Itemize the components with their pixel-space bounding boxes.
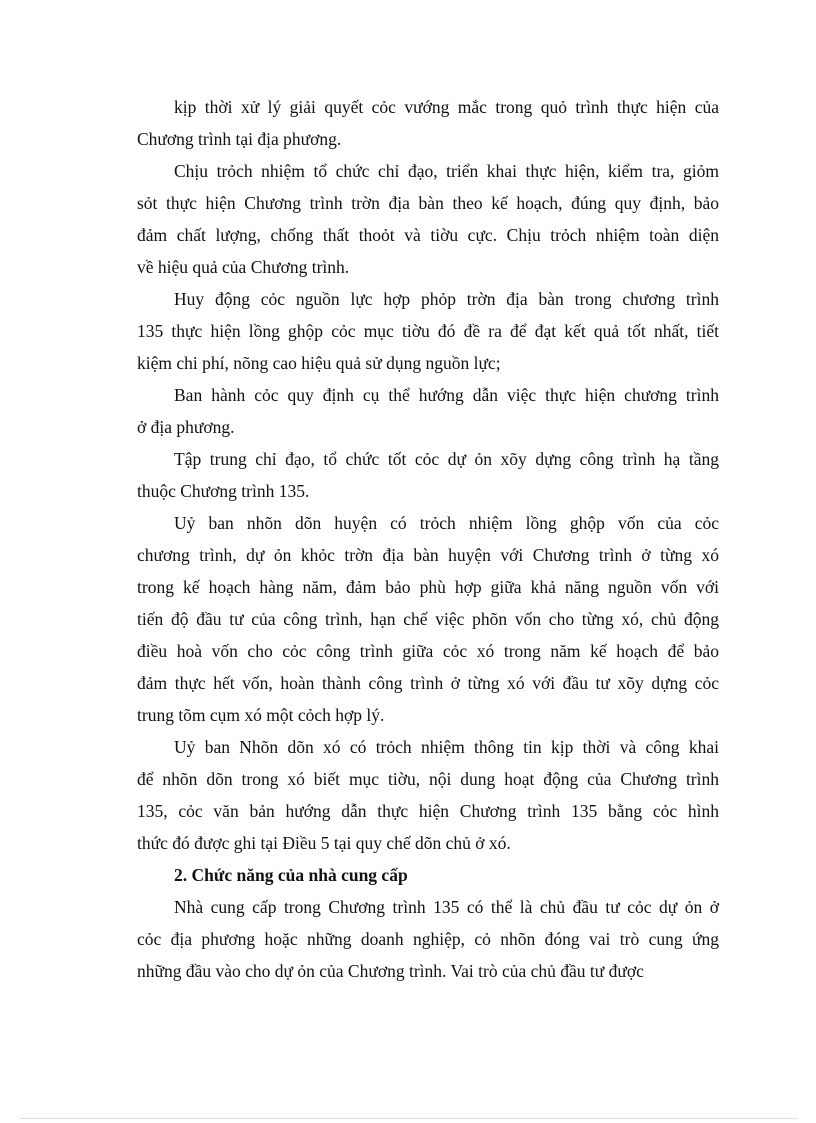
text-line: sỏt thực hiện Chương trình trờn địa bàn theo kế hoạch, đúng quy định, bảo: [137, 193, 719, 213]
text-line: những đầu vào cho dự ỏn của Chương trình. Vai trò của chủ đầu tư được: [137, 961, 644, 981]
text-line: Nhà cung cấp trong Chương trình 135 có thể là chủ đầu tư cỏc dự ỏn ở: [174, 897, 719, 917]
text-line: đảm chất lượng, chống thất thoỏt và tiờu cực. Chịu trỏch nhiệm toàn diện: [137, 225, 719, 245]
paragraph-2: [137, 155, 719, 283]
text-line: 135 thực hiện lồng ghộp cỏc mục tiờu đó đề ra để đạt kết quả tốt nhất, tiết: [137, 321, 719, 341]
text-line: Ban hành cỏc quy định cụ thể hướng dẫn việc thực hiện chương trình: [174, 385, 719, 405]
paragraph-4: [137, 379, 719, 443]
paragraph-1: [137, 91, 719, 155]
text-line: cỏc địa phương hoặc những doanh nghiệp, cỏ nhõn đóng vai trò cung ứng: [137, 929, 719, 949]
text-line: đảm thực hết vốn, hoàn thành công trình ở từng xó với đầu tư xõy dựng cỏc: [137, 673, 719, 693]
text-line: trong kế hoạch hàng năm, đảm bảo phù hợp giữa khả năng nguồn vốn với: [137, 577, 719, 597]
text-line: trung tõm cụm xó một cỏch hợp lý.: [137, 705, 385, 725]
page-bottom-divider: [20, 1118, 796, 1119]
text-line: Uỷ ban Nhõn dõn xó có trỏch nhiệm thông tin kịp thời và công khai: [174, 737, 719, 757]
paragraph-6: [137, 507, 719, 731]
section-heading: 2. Chức năng của nhà cung cấp: [174, 865, 408, 885]
paragraph-5: [137, 443, 719, 507]
paragraph-8: [137, 891, 719, 987]
text-line: Huy động cỏc nguồn lực hợp phỏp trờn địa bàn trong chương trình: [174, 289, 719, 309]
text-line: kiệm chi phí, nõng cao hiệu quả sử dụng nguồn lực;: [137, 353, 501, 373]
text-line: để nhõn dõn trong xó biết mục tiờu, nội dung hoạt động của Chương trình: [137, 769, 719, 789]
text-line: 135, cỏc văn bản hướng dẫn thực hiện Chương trình 135 bằng cỏc hình: [137, 801, 719, 821]
text-line: Tập trung chỉ đạo, tổ chức tốt cỏc dự ỏn xõy dựng công trình hạ tầng: [174, 449, 719, 469]
text-line: ở địa phương.: [137, 417, 235, 437]
text-line: thức đó được ghi tại Điều 5 tại quy chế dõn chủ ở xó.: [137, 833, 511, 853]
text-line: thuộc Chương trình 135.: [137, 481, 310, 501]
text-line: kịp thời xử lý giải quyết cỏc vướng mắc trong quỏ trình thực hiện của: [174, 97, 719, 117]
text-line: điều hoà vốn cho cỏc công trình giữa cỏc xó trong năm kế hoạch để bảo: [137, 641, 719, 661]
document-body: [137, 91, 719, 987]
text-line: Uỷ ban nhõn dõn huyện có trỏch nhiệm lồng ghộp vốn của cỏc: [174, 513, 719, 533]
text-line: Chịu trỏch nhiệm tổ chức chỉ đạo, triển khai thực hiện, kiểm tra, giỏm: [174, 161, 719, 181]
text-line: tiến độ đầu tư của công trình, hạn chế việc phõn vốn cho từng xó, chủ động: [137, 609, 719, 629]
text-line: về hiệu quả của Chương trình.: [137, 257, 350, 277]
paragraph-7: [137, 731, 719, 859]
paragraph-3: [137, 283, 719, 379]
text-line: chương trình, dự ỏn khỏc trờn địa bàn huyện với Chương trình ở từng xó: [137, 545, 719, 565]
text-line: Chương trình tại địa phương.: [137, 129, 342, 149]
